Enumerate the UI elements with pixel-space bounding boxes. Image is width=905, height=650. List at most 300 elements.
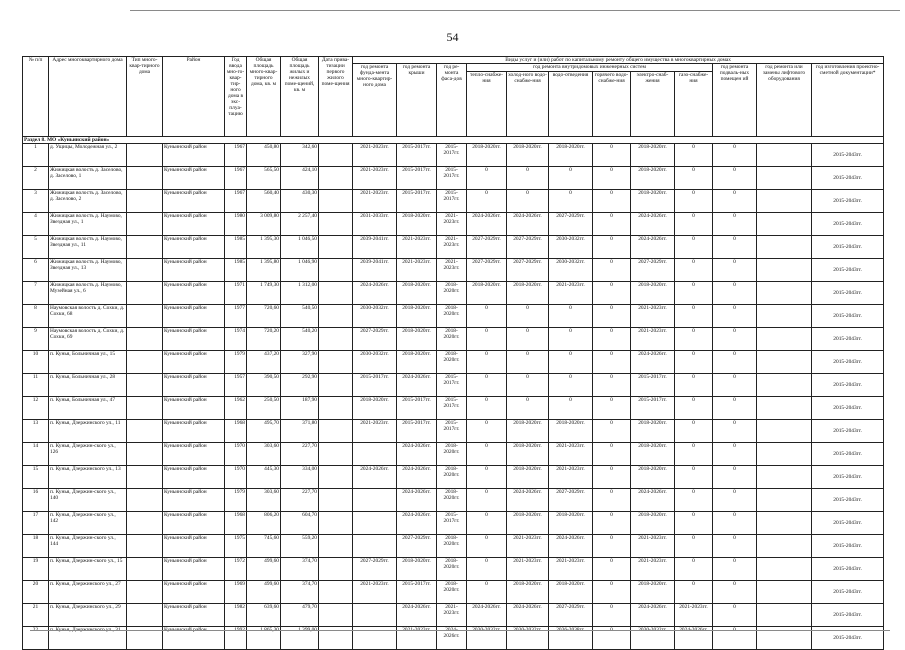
- cell-facade: 2018-2020гг.: [437, 466, 467, 489]
- table-header: [23, 57, 884, 137]
- cell-address: п. Кунья, Дзержин-ского ул., 140: [49, 489, 127, 512]
- cell-type: [127, 512, 163, 535]
- header-num: № п/п: [23, 57, 49, 137]
- cell-num: 20: [23, 581, 49, 604]
- cell-cold-water: 2021-2023гг.: [507, 558, 549, 581]
- cell-facade: 2018-2020гг.: [437, 305, 467, 328]
- cell-sewer: 2021-2023гг.: [549, 558, 593, 581]
- cell-heating: 2018-2020гг.: [467, 144, 507, 167]
- cell-facade: 2015-2017гг.: [437, 420, 467, 443]
- cell-address: Наумовская волость д. Сохки, д. Сохки, 68: [49, 305, 127, 328]
- cell-gas: 0: [675, 535, 713, 558]
- table-row: [23, 604, 884, 627]
- cell-type: [127, 305, 163, 328]
- cell-electric: 2024-2026гг.: [631, 213, 675, 236]
- cell-hot-water: 0: [593, 282, 631, 305]
- cell-address: п. Кунья, Больничная ул., 28: [49, 374, 127, 397]
- cell-foundation: 2018-2020гг.: [353, 397, 397, 420]
- cell-electric: 2018-2020гг.: [631, 466, 675, 489]
- cell-gas: 0: [675, 512, 713, 535]
- header-electric: электро-снаб-жения: [631, 72, 675, 137]
- cell-privatization-date: [319, 535, 353, 558]
- table-row: [23, 420, 884, 443]
- cell-privatization-date: [319, 512, 353, 535]
- table-row: [23, 259, 884, 282]
- cell-total-area: 639,60: [247, 604, 281, 627]
- cell-district: Куньинский район: [163, 466, 225, 489]
- cell-living-area: 374,70: [281, 581, 319, 604]
- cell-hot-water: 0: [593, 420, 631, 443]
- cell-type: [127, 236, 163, 259]
- cell-living-area: 540,50: [281, 305, 319, 328]
- cell-num: 21: [23, 604, 49, 627]
- cell-elevator: [757, 236, 812, 259]
- cell-elevator: [757, 351, 812, 374]
- cell-facade: 2021-2023гг.: [437, 213, 467, 236]
- cell-foundation: 2039-2041гг.: [353, 236, 397, 259]
- cell-privatization-date: [319, 328, 353, 351]
- cell-address: п. Кунья, Дзержинского ул., 11: [49, 420, 127, 443]
- cell-foundation: 2027-2029гг.: [353, 328, 397, 351]
- header-hot-water: горячего водо-снабже-ния: [593, 72, 631, 137]
- cell-gas: 0: [675, 213, 713, 236]
- cell-elevator: [757, 282, 812, 305]
- table-row: [23, 558, 884, 581]
- table-row: [23, 466, 884, 489]
- cell-year: 1970: [225, 466, 247, 489]
- cell-facade: 2018-2020гг.: [437, 489, 467, 512]
- cell-gas: 2021-2023гг.: [675, 604, 713, 627]
- cell-year: 1977: [225, 305, 247, 328]
- cell-gas: 0: [675, 167, 713, 190]
- cell-electric: 2021-2023гг.: [631, 558, 675, 581]
- cell-address: Жижицкая волость д. Наумово, Звездная ул., 11: [49, 236, 127, 259]
- cell-sewer: 2018-2020гг.: [549, 512, 593, 535]
- cell-electric: 2015-2017гг.: [631, 397, 675, 420]
- cell-total-area: 390,50: [247, 374, 281, 397]
- cell-gas: 0: [675, 397, 713, 420]
- cell-sewer: 2030-2032гг.: [549, 259, 593, 282]
- cell-project-docs: 2015-2043гг.: [812, 604, 884, 627]
- cell-roof: 2018-2020гг.: [397, 328, 437, 351]
- cell-facade: 2021-2023гг.: [437, 236, 467, 259]
- cell-district: Куньинский район: [163, 397, 225, 420]
- cell-cold-water: 0: [507, 305, 549, 328]
- cell-electric: 2018-2020гг.: [631, 443, 675, 466]
- cell-roof: 2021-2023гг.: [397, 236, 437, 259]
- cell-year: 1982: [225, 604, 247, 627]
- cell-num: 8: [23, 305, 49, 328]
- cell-district: Куньинский район: [163, 328, 225, 351]
- cell-roof: 2018-2020гг.: [397, 558, 437, 581]
- cell-hot-water: 0: [593, 604, 631, 627]
- cell-living-area: 327,90: [281, 351, 319, 374]
- cell-heating: 2027-2029гг.: [467, 259, 507, 282]
- cell-hot-water: 0: [593, 535, 631, 558]
- cell-basement: 0: [713, 305, 757, 328]
- cell-district: Куньинский район: [163, 351, 225, 374]
- cell-num: 19: [23, 558, 49, 581]
- cell-foundation: 2031-2033гг.: [353, 213, 397, 236]
- table-row: [23, 213, 884, 236]
- cell-facade: 2018-2020гг.: [437, 328, 467, 351]
- cell-electric: 2018-2020гг.: [631, 144, 675, 167]
- cell-address: п. Кунья, Дзержин-ского ул., 126: [49, 443, 127, 466]
- cell-year: 1974: [225, 328, 247, 351]
- cell-project-docs: 2015-2043гг.: [812, 305, 884, 328]
- cell-gas: 0: [675, 305, 713, 328]
- cell-project-docs: 2015-2043гг.: [812, 558, 884, 581]
- cell-basement: 0: [713, 397, 757, 420]
- cell-sewer: 2030-2032гг.: [549, 236, 593, 259]
- cell-type: [127, 397, 163, 420]
- cell-year: 1970: [225, 443, 247, 466]
- cell-privatization-date: [319, 236, 353, 259]
- cell-privatization-date: [319, 213, 353, 236]
- cell-cold-water: 0: [507, 374, 549, 397]
- cell-project-docs: 2015-2043гг.: [812, 466, 884, 489]
- cell-foundation: 2027-2029гг.: [353, 558, 397, 581]
- header-district: Район: [163, 57, 225, 137]
- cell-project-docs: 2015-2043гг.: [812, 259, 884, 282]
- cell-num: 11: [23, 374, 49, 397]
- cell-project-docs: 2015-2043гг.: [812, 397, 884, 420]
- cell-project-docs: 2015-2043гг.: [812, 167, 884, 190]
- table-row: [23, 535, 884, 558]
- cell-heating: 0: [467, 558, 507, 581]
- cell-num: 9: [23, 328, 49, 351]
- cell-sewer: 2021-2023гг.: [549, 282, 593, 305]
- cell-num: 18: [23, 535, 49, 558]
- cell-sewer: 0: [549, 351, 593, 374]
- cell-foundation: 2024-2026гг.: [353, 466, 397, 489]
- cell-electric: 2018-2020гг.: [631, 420, 675, 443]
- table-row: [23, 374, 884, 397]
- cell-heating: 0: [467, 374, 507, 397]
- cell-electric: 2018-2020гг.: [631, 282, 675, 305]
- cell-heating: 0: [467, 581, 507, 604]
- cell-hot-water: 0: [593, 144, 631, 167]
- cell-gas: 0: [675, 236, 713, 259]
- cell-total-area: 806,20: [247, 512, 281, 535]
- cell-privatization-date: [319, 397, 353, 420]
- cell-privatization-date: [319, 604, 353, 627]
- cell-cold-water: 2018-2020гг.: [507, 466, 549, 489]
- cell-roof: 2015-2017гг.: [397, 581, 437, 604]
- cell-district: Куньинский район: [163, 236, 225, 259]
- cell-heating: 0: [467, 305, 507, 328]
- cell-roof: 2018-2020гг.: [397, 305, 437, 328]
- cell-facade: 2015-2017гг.: [437, 144, 467, 167]
- cell-heating: 0: [467, 351, 507, 374]
- cell-basement: 0: [713, 351, 757, 374]
- cell-facade: 2015-2017гг.: [437, 374, 467, 397]
- cell-address: п. Кунья, Больничная ул., 15: [49, 351, 127, 374]
- cell-living-area: 292,90: [281, 374, 319, 397]
- cell-cold-water: 2024-2026гг.: [507, 489, 549, 512]
- cell-address: Жижицкая волость д. Заселово, д. Заселово, 2: [49, 190, 127, 213]
- cell-total-area: 720,20: [247, 328, 281, 351]
- cell-heating: 0: [467, 328, 507, 351]
- cell-cold-water: 2027-2029гг.: [507, 259, 549, 282]
- cell-electric: 2018-2020гг.: [631, 167, 675, 190]
- cell-basement: 0: [713, 489, 757, 512]
- cell-num: 6: [23, 259, 49, 282]
- cell-address: п. Кунья, Дзержинского ул., 29: [49, 604, 127, 627]
- cell-sewer: 0: [549, 305, 593, 328]
- cell-elevator: [757, 581, 812, 604]
- cell-num: 5: [23, 236, 49, 259]
- cell-living-area: 424,10: [281, 167, 319, 190]
- cell-facade: 2018-2020гг.: [437, 558, 467, 581]
- capital-repair-table: [22, 56, 884, 650]
- cell-hot-water: 0: [593, 259, 631, 282]
- cell-basement: 0: [713, 259, 757, 282]
- cell-total-area: 495,70: [247, 420, 281, 443]
- cell-living-area: 1 046,90: [281, 259, 319, 282]
- cell-total-area: 1 749,30: [247, 282, 281, 305]
- cell-hot-water: 0: [593, 374, 631, 397]
- cell-project-docs: 2015-2043гг.: [812, 282, 884, 305]
- cell-hot-water: 0: [593, 351, 631, 374]
- cell-district: Куньинский район: [163, 535, 225, 558]
- cell-type: [127, 328, 163, 351]
- cell-type: [127, 144, 163, 167]
- header-sewer: водо-отведения: [549, 72, 593, 137]
- header-cold-water: холод-ного водо-снабже-ния: [507, 72, 549, 137]
- cell-foundation: 2030-2032гг.: [353, 351, 397, 374]
- cell-total-area: 565,50: [247, 167, 281, 190]
- header-type: Тип много-квар-тирного дома: [127, 57, 163, 137]
- table-row: [23, 236, 884, 259]
- cell-heating: 2024-2026гг.: [467, 604, 507, 627]
- cell-basement: 0: [713, 167, 757, 190]
- cell-num: 12: [23, 397, 49, 420]
- cell-electric: 2024-2026гг.: [631, 236, 675, 259]
- header-year: Год ввода мно-го-квар-тир-ного дома в экс-плуа-тацию: [225, 57, 247, 137]
- cell-cold-water: 2018-2020гг.: [507, 512, 549, 535]
- cell-district: Куньинский район: [163, 190, 225, 213]
- cell-privatization-date: [319, 466, 353, 489]
- cell-sewer: 2027-2029гг.: [549, 489, 593, 512]
- cell-privatization-date: [319, 374, 353, 397]
- cell-sewer: 2018-2020гг.: [549, 581, 593, 604]
- cell-num: 16: [23, 489, 49, 512]
- cell-electric: 2024-2026гг.: [631, 351, 675, 374]
- cell-living-area: 187,90: [281, 397, 319, 420]
- header-heating: тепло-снабже-ния: [467, 72, 507, 137]
- cell-facade: 2018-2020гг.: [437, 282, 467, 305]
- cell-project-docs: 2015-2043гг.: [812, 627, 884, 650]
- cell-hot-water: 0: [593, 328, 631, 351]
- cell-sewer: 0: [549, 397, 593, 420]
- cell-project-docs: 2015-2043гг.: [812, 236, 884, 259]
- cell-elevator: [757, 305, 812, 328]
- cell-num: 17: [23, 512, 49, 535]
- cell-type: [127, 213, 163, 236]
- cell-sewer: 0: [549, 328, 593, 351]
- cell-heating: 0: [467, 397, 507, 420]
- cell-hot-water: 0: [593, 236, 631, 259]
- cell-privatization-date: [319, 282, 353, 305]
- cell-total-area: 720,60: [247, 305, 281, 328]
- cell-foundation: 2024-2026гг.: [353, 282, 397, 305]
- cell-living-area: 227,70: [281, 489, 319, 512]
- cell-cold-water: 0: [507, 190, 549, 213]
- section-title: Раздел 8. МО «Куньинский район»: [23, 137, 884, 144]
- cell-project-docs: 2015-2043гг.: [812, 581, 884, 604]
- cell-heating: 0: [467, 489, 507, 512]
- cell-electric: 2021-2023гг.: [631, 328, 675, 351]
- cell-heating: 0: [467, 535, 507, 558]
- cell-roof: 2024-2026гг.: [397, 489, 437, 512]
- table-row: [23, 397, 884, 420]
- cell-num: 14: [23, 443, 49, 466]
- cell-sewer: 2027-2029гг.: [549, 604, 593, 627]
- cell-facade: 2015-2017гг.: [437, 190, 467, 213]
- cell-type: [127, 489, 163, 512]
- cell-elevator: [757, 190, 812, 213]
- cell-type: [127, 443, 163, 466]
- header-basement: год ремонта подваль-ных помещен ий: [713, 64, 757, 137]
- cell-electric: 2018-2020гг.: [631, 581, 675, 604]
- table-row: [23, 512, 884, 535]
- cell-total-area: 499,60: [247, 558, 281, 581]
- cell-district: Куньинский район: [163, 443, 225, 466]
- cell-project-docs: 2015-2043гг.: [812, 144, 884, 167]
- cell-electric: 2027-2029гг.: [631, 259, 675, 282]
- header-privatization-date: Дата прива-тизации первого жилого поме-щения: [319, 57, 353, 137]
- cell-sewer: 0: [549, 167, 593, 190]
- header-total-area: Общая площадь много-квар-тирного дома, кв. м: [247, 57, 281, 137]
- cell-gas: 0: [675, 190, 713, 213]
- cell-roof: 2018-2020гг.: [397, 213, 437, 236]
- cell-gas: 0: [675, 581, 713, 604]
- cell-district: Куньинский район: [163, 489, 225, 512]
- cell-year: 1985: [225, 259, 247, 282]
- cell-living-area: 374,70: [281, 558, 319, 581]
- cell-hot-water: 0: [593, 466, 631, 489]
- capital-repair-table-sheet: [22, 56, 883, 650]
- cell-cold-water: 2021-2023гг.: [507, 535, 549, 558]
- cell-address: п. Кунья, Дзержинского ул., 27: [49, 581, 127, 604]
- cell-heating: 2024-2026гг.: [467, 213, 507, 236]
- cell-sewer: 2018-2020гг.: [549, 420, 593, 443]
- cell-total-area: 1 395,30: [247, 236, 281, 259]
- cell-foundation: 2039-2041гг.: [353, 259, 397, 282]
- cell-gas: 0: [675, 466, 713, 489]
- cell-roof: 2015-2017гг.: [397, 397, 437, 420]
- header-facade: год ре-монта фаса-дов: [437, 64, 467, 137]
- header-gas: газо-снабже-ния: [675, 72, 713, 137]
- cell-cold-water: 2024-2026гг.: [507, 604, 549, 627]
- cell-elevator: [757, 328, 812, 351]
- cell-sewer: 2021-2023гг.: [549, 466, 593, 489]
- cell-total-area: 437,20: [247, 351, 281, 374]
- cell-sewer: 0: [549, 374, 593, 397]
- cell-district: Куньинский район: [163, 282, 225, 305]
- cell-living-area: 559,20: [281, 535, 319, 558]
- cell-heating: 0: [467, 167, 507, 190]
- cell-living-area: 342,60: [281, 144, 319, 167]
- cell-gas: 0: [675, 144, 713, 167]
- cell-type: [127, 167, 163, 190]
- cell-elevator: [757, 489, 812, 512]
- cell-foundation: 2015-2017гг.: [353, 374, 397, 397]
- cell-total-area: 3 009,80: [247, 213, 281, 236]
- cell-address: Жижицкая волость д. Наумово, Звездная ул., 1: [49, 213, 127, 236]
- cell-electric: 2018-2020гг.: [631, 512, 675, 535]
- cell-type: [127, 604, 163, 627]
- cell-heating: 0: [467, 466, 507, 489]
- cell-elevator: [757, 535, 812, 558]
- cell-living-area: 1 312,00: [281, 282, 319, 305]
- cell-heating: 0: [467, 443, 507, 466]
- cell-roof: 2021-2023гг.: [397, 259, 437, 282]
- cell-num: 1: [23, 144, 49, 167]
- cell-total-area: 499,60: [247, 581, 281, 604]
- cell-year: 1980: [225, 213, 247, 236]
- cell-year: 1962: [225, 397, 247, 420]
- cell-gas: 0: [675, 351, 713, 374]
- cell-gas: 0: [675, 374, 713, 397]
- cell-project-docs: 2015-2043гг.: [812, 512, 884, 535]
- cell-foundation: 2030-2032гг.: [353, 305, 397, 328]
- cell-year: 1969: [225, 581, 247, 604]
- cell-basement: 0: [713, 581, 757, 604]
- cell-hot-water: 0: [593, 305, 631, 328]
- cell-gas: 0: [675, 558, 713, 581]
- cell-cold-water: 2018-2020гг.: [507, 581, 549, 604]
- cell-gas: 0: [675, 282, 713, 305]
- cell-basement: 0: [713, 512, 757, 535]
- cell-basement: 0: [713, 443, 757, 466]
- header-living-area: Общая площадь жилых и нежилых поме-щений, кв. м: [281, 57, 319, 137]
- cell-year: 1967: [225, 190, 247, 213]
- cell-type: [127, 558, 163, 581]
- cell-roof: 2015-2017гг.: [397, 190, 437, 213]
- cell-elevator: [757, 604, 812, 627]
- cell-project-docs: 2015-2043гг.: [812, 374, 884, 397]
- cell-foundation: 2021-2023гг.: [353, 144, 397, 167]
- cell-sewer: 2024-2026гг.: [549, 535, 593, 558]
- cell-basement: 0: [713, 466, 757, 489]
- cell-district: Куньинский район: [163, 305, 225, 328]
- cell-roof: 2024-2026гг.: [397, 443, 437, 466]
- cell-year: 1979: [225, 351, 247, 374]
- cell-basement: 0: [713, 144, 757, 167]
- cell-foundation: [353, 443, 397, 466]
- cell-elevator: [757, 420, 812, 443]
- cell-hot-water: 0: [593, 213, 631, 236]
- cell-type: [127, 466, 163, 489]
- cell-roof: 2015-2017гг.: [397, 167, 437, 190]
- cell-roof: 2027-2029гг.: [397, 535, 437, 558]
- cell-type: [127, 535, 163, 558]
- cell-project-docs: 2015-2043гг.: [812, 213, 884, 236]
- cell-living-area: 1 046,50: [281, 236, 319, 259]
- cell-facade: 2018-2020гг.: [437, 443, 467, 466]
- cell-foundation: 2021-2023гг.: [353, 167, 397, 190]
- cell-living-area: 540,20: [281, 328, 319, 351]
- cell-cold-water: 2018-2020гг.: [507, 282, 549, 305]
- cell-roof: 2024-2026гг.: [397, 604, 437, 627]
- table-row: [23, 282, 884, 305]
- cell-elevator: [757, 558, 812, 581]
- cell-basement: 0: [713, 282, 757, 305]
- cell-foundation: [353, 604, 397, 627]
- cell-year: 1971: [225, 282, 247, 305]
